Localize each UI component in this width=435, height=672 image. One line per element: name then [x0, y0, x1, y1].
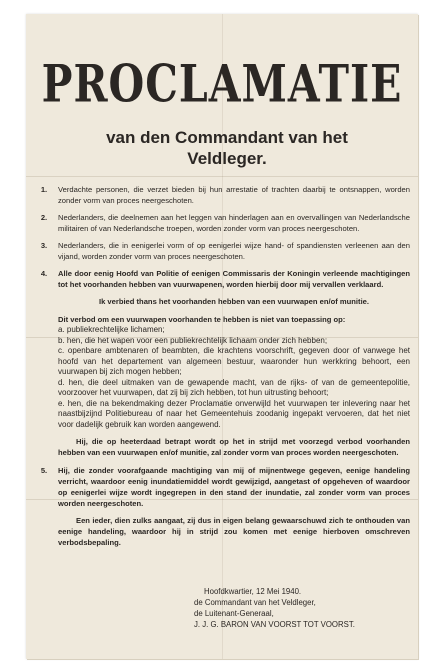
article-text: Nederlanders, die in eenigerlei vorm of op eenigerlei wijze hand- of spandiensten verleenen aan den vijand, worden zonder vorm van proces neergeschoten.: [58, 241, 410, 261]
article-number: 1.: [40, 185, 48, 194]
article-2: [30, 212, 410, 234]
article-text: Hij, die zonder voorafgaande machtiging van mij of mijnentwege gegeven, eenige handeling verricht, waardoor eenig inundatiemiddel wordt gewijzigd, aangetast of opgeheven of waardoor op eenigerlei wijze wordt ingegrepen in den stand der inundatie, zal zonder vorm van proces worden neergeschoten.: [58, 466, 410, 508]
poster-subtitle: van den Commandant van het Veldleger.: [106, 128, 348, 168]
signatory-title: de Commandant van het Veldleger,: [194, 598, 316, 607]
article-4: [30, 268, 410, 290]
proclamation-body: [30, 184, 410, 555]
article-5: [30, 465, 410, 509]
exceptions-list: [58, 325, 410, 430]
poster-title: PROCLAMATIE: [41, 54, 403, 114]
penalty-paragraph: Hij, die op heeterdaad betrapt wordt op het in strijd met voorzegd verbod voorhanden hebben van een vuurwapen en/of munitie, zal zonder vorm van proces worden neergeschoten.: [58, 437, 410, 457]
exception-item: d. hen, die deel uitmaken van de gewapende macht, van de rijks- of van de gemeentepolitie, voorzoover het vuurwapen, dat zij bij zich hebben, tot hun uitrusting behoort;: [58, 377, 410, 397]
article-1: [30, 184, 410, 206]
article-text: Alle door eenig Hoofd van Politie of eenigen Commissaris der Koningin verleende machtigingen tot het voorhanden hebben van vuurwapenen, worden hierbij door mij vervallen verklaard.: [58, 269, 410, 289]
exception-item: e. hen, die na bekendmaking dezer Proclamatie onverwijld het vuurwapen ter inlevering naar het naastbijzijnd Politiebureau of naar het Gemeentehuis zoodanig ingepakt vervoeren, dat het niet voor dadelijk gebruik kan worden aangewend.: [58, 398, 410, 429]
article-3: [30, 240, 410, 262]
ban-statement: Ik verbied thans het voorhanden hebben van een vuurwapen en/of munitie.: [98, 297, 370, 306]
exception-item: c. openbare ambtenaren of beambten, die krachtens voorschrift, gegeven door of vanwege het hoofd van het departement van algemeen bestuur, waaronder hun werkkring behoort, een vuurwapen bij zich mogen hebben;: [58, 346, 410, 376]
article-number: 2.: [40, 213, 48, 222]
signature-block: [194, 586, 408, 630]
article-number: 4.: [40, 269, 48, 278]
exception-item: b. hen, die het wapen voor een publiekrechtelijk lichaam onder zich hebben;: [58, 335, 328, 345]
article-text: Verdachte personen, die verzet bieden bij hun arrestatie of trachten daarbij te ontsnappen, worden zonder vorm van proces neergeschoten.: [58, 185, 410, 205]
article-number: 3.: [40, 241, 48, 250]
signatory-name: J. J. G. BARON VAN VOORST TOT VOORST.: [194, 620, 355, 629]
place-date: Hoofdkwartier, 12 Mei 1940.: [204, 587, 302, 596]
exceptions-intro: Dit verbod om een vuurwapen voorhanden te hebben is niet van toepassing op:: [58, 315, 346, 324]
article-number: 5.: [40, 466, 48, 475]
proclamation-poster: [26, 14, 418, 659]
exception-item: a. publiekrechtelijke lichamen;: [58, 325, 165, 334]
article-text: Nederlanders, die deelnemen aan het leggen van hinderlagen aan en overvallingen van Nederlandsche militairen of van Nederlandsche troepen, worden zonder vorm van proces neergeschoten.: [58, 213, 410, 233]
signatory-rank: de Luitenant-Generaal,: [194, 609, 274, 618]
warning-paragraph: Een ieder, dien zulks aangaat, zij dus in eigen belang gewaarschuwd zich te onthouden van eenige handeling, waardoor hij in strijd zou komen met eenige hierboven omschreven verbodsbepaling.: [58, 516, 410, 547]
